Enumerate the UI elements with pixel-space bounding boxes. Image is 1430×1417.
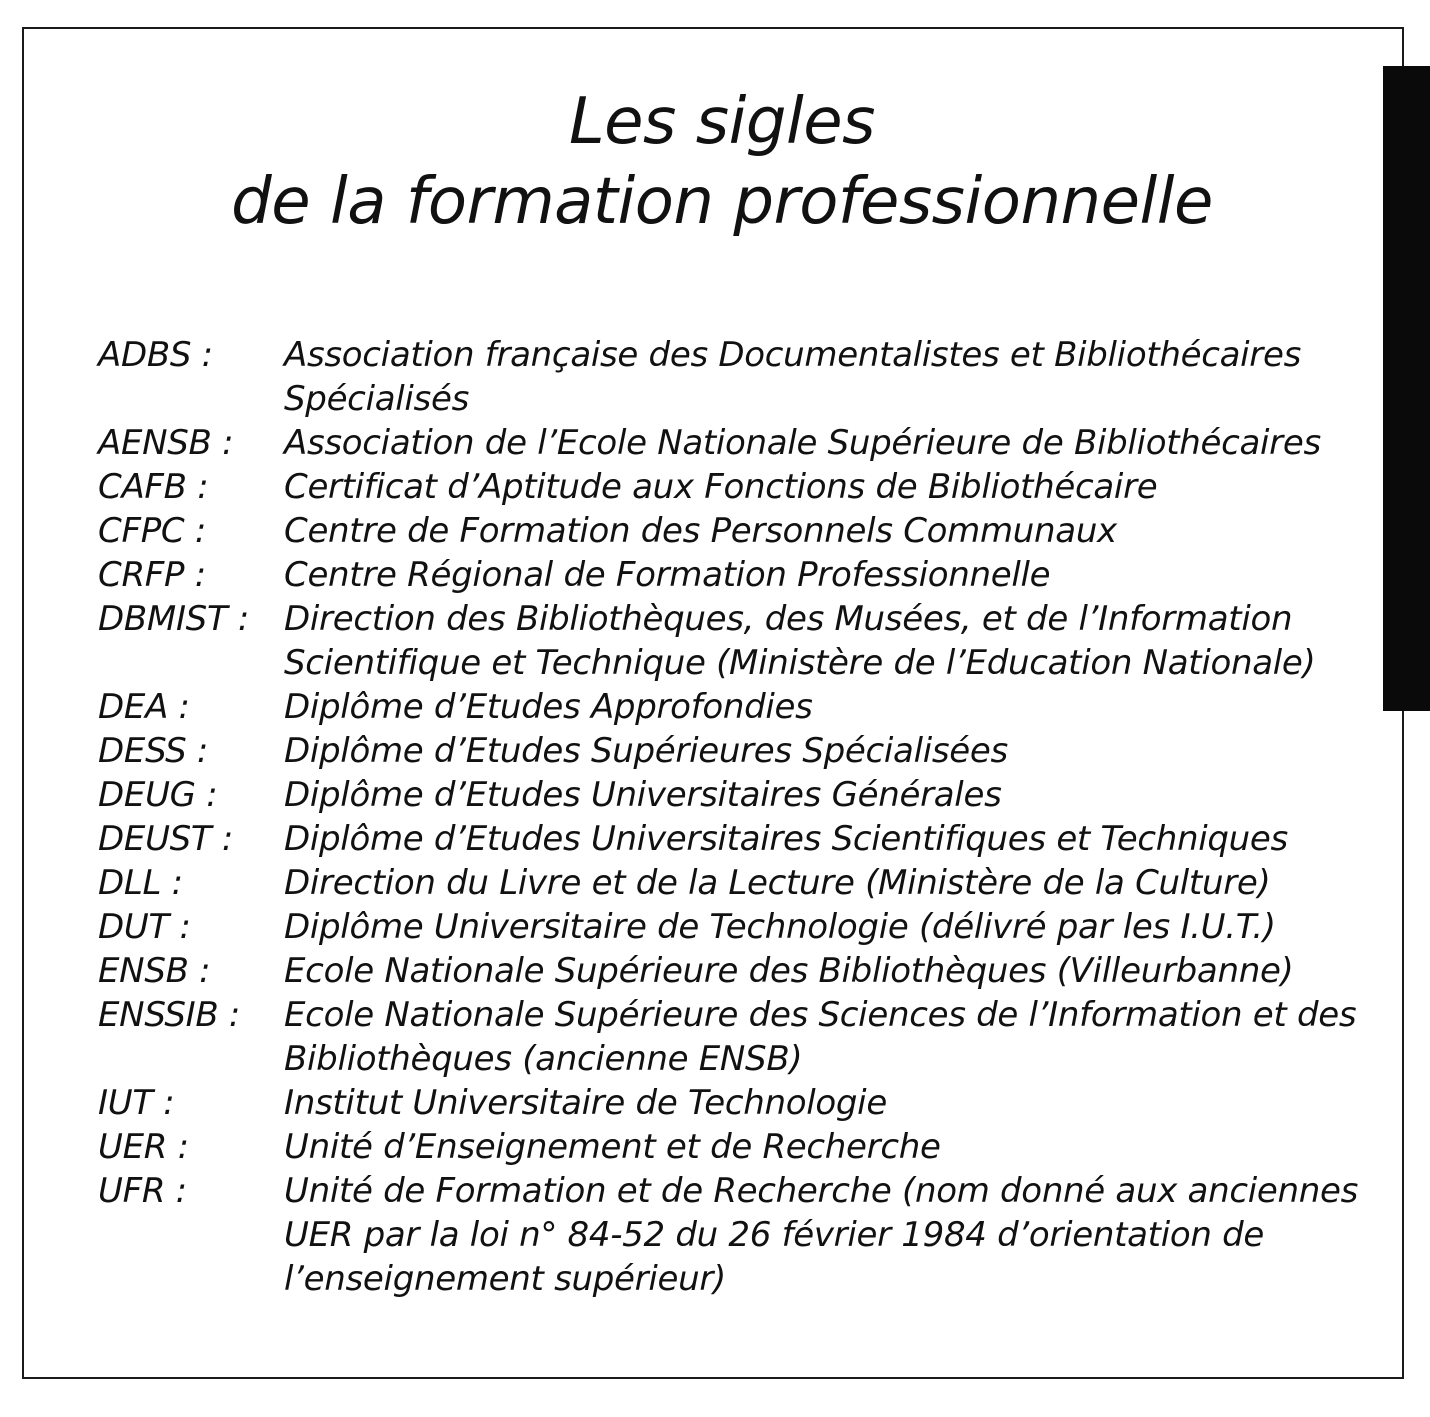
acronym: CFPC : xyxy=(98,511,207,551)
acronym: ENSB : xyxy=(98,951,211,991)
acronym-definition: Direction du Livre et de la Lecture (Ministère de la Culture) xyxy=(284,863,1271,903)
acronym: UER : xyxy=(98,1127,189,1167)
glossary-entry-adbs xyxy=(98,333,1368,421)
title-line-1: Les sigles xyxy=(569,85,875,159)
acronym-definition: Direction des Bibliothèques, des Musées, et de l’Information Scientifique et Technique (Ministère de l’Education Nationale) xyxy=(284,599,1316,683)
acronym-definition: Diplôme d’Etudes Universitaires Générales xyxy=(284,775,1002,815)
acronym-definition: Ecole Nationale Supérieure des Sciences de l’Information et des Bibliothèques (ancienne ENSB) xyxy=(284,995,1357,1079)
acronym: DESS : xyxy=(98,731,209,771)
acronym-glossary xyxy=(98,333,1368,1301)
glossary-entry-dbmist xyxy=(98,597,1368,685)
glossary-entry-crfp xyxy=(98,553,1368,597)
acronym: ADBS : xyxy=(98,335,213,375)
acronym: AENSB : xyxy=(98,423,234,463)
acronym: CAFB : xyxy=(98,467,209,507)
acronym: DEUST : xyxy=(98,819,234,859)
glossary-entry-cfpc xyxy=(98,509,1368,553)
glossary-entry-dea xyxy=(98,685,1368,729)
acronym-definition: Ecole Nationale Supérieure des Bibliothèques (Villeurbanne) xyxy=(284,951,1294,991)
glossary-entry-iut xyxy=(98,1081,1368,1125)
acronym: ENSSIB : xyxy=(98,995,241,1035)
glossary-entry-dll xyxy=(98,861,1368,905)
glossary-entry-dess xyxy=(98,729,1368,773)
acronym-definition: Diplôme d’Etudes Approfondies xyxy=(284,687,813,727)
title-line-2: de la formation professionnelle xyxy=(231,165,1213,239)
glossary-entry-dut xyxy=(98,905,1368,949)
glossary-entry-ensb xyxy=(98,949,1368,993)
glossary-entry-ufr xyxy=(98,1169,1368,1301)
glossary-entry-deug xyxy=(98,773,1368,817)
acronym: DLL : xyxy=(98,863,183,903)
acronym-definition: Institut Universitaire de Technologie xyxy=(284,1083,887,1123)
acronym-definition: Association de l’Ecole Nationale Supérieure de Bibliothécaires xyxy=(284,423,1321,463)
acronym-definition: Association française des Documentalistes et Bibliothécaires Spécialisés xyxy=(284,335,1302,419)
acronym-definition: Diplôme d’Etudes Universitaires Scientifiques et Techniques xyxy=(284,819,1288,859)
acronym: UFR : xyxy=(98,1171,187,1211)
glossary-entry-deust xyxy=(98,817,1368,861)
acronym: IUT : xyxy=(98,1083,175,1123)
glossary-entry-uer xyxy=(98,1125,1368,1169)
glossary-entry-enssib xyxy=(98,993,1368,1081)
acronym: DEA : xyxy=(98,687,190,727)
acronym-definition: Centre de Formation des Personnels Communaux xyxy=(284,511,1117,551)
acronym: DBMIST : xyxy=(98,599,250,639)
page-title xyxy=(0,82,1430,242)
glossary-entry-aensb xyxy=(98,421,1368,465)
acronym-definition: Centre Régional de Formation Professionnelle xyxy=(284,555,1051,595)
acronym: DUT : xyxy=(98,907,191,947)
acronym: DEUG : xyxy=(98,775,218,815)
acronym-definition: Unité d’Enseignement et de Recherche xyxy=(284,1127,941,1167)
acronym: CRFP : xyxy=(98,555,206,595)
acronym-definition: Diplôme d’Etudes Supérieures Spécialisées xyxy=(284,731,1008,771)
glossary-entry-cafb xyxy=(98,465,1368,509)
acronym-definition: Unité de Formation et de Recherche (nom donné aux anciennes UER par la loi n° 84-52 du 26 février 1984 d’orientation de l’enseignement supérieur) xyxy=(284,1171,1359,1299)
acronym-definition: Diplôme Universitaire de Technologie (délivré par les I.U.T.) xyxy=(284,907,1276,947)
acronym-definition: Certificat d’Aptitude aux Fonctions de Bibliothécaire xyxy=(284,467,1158,507)
